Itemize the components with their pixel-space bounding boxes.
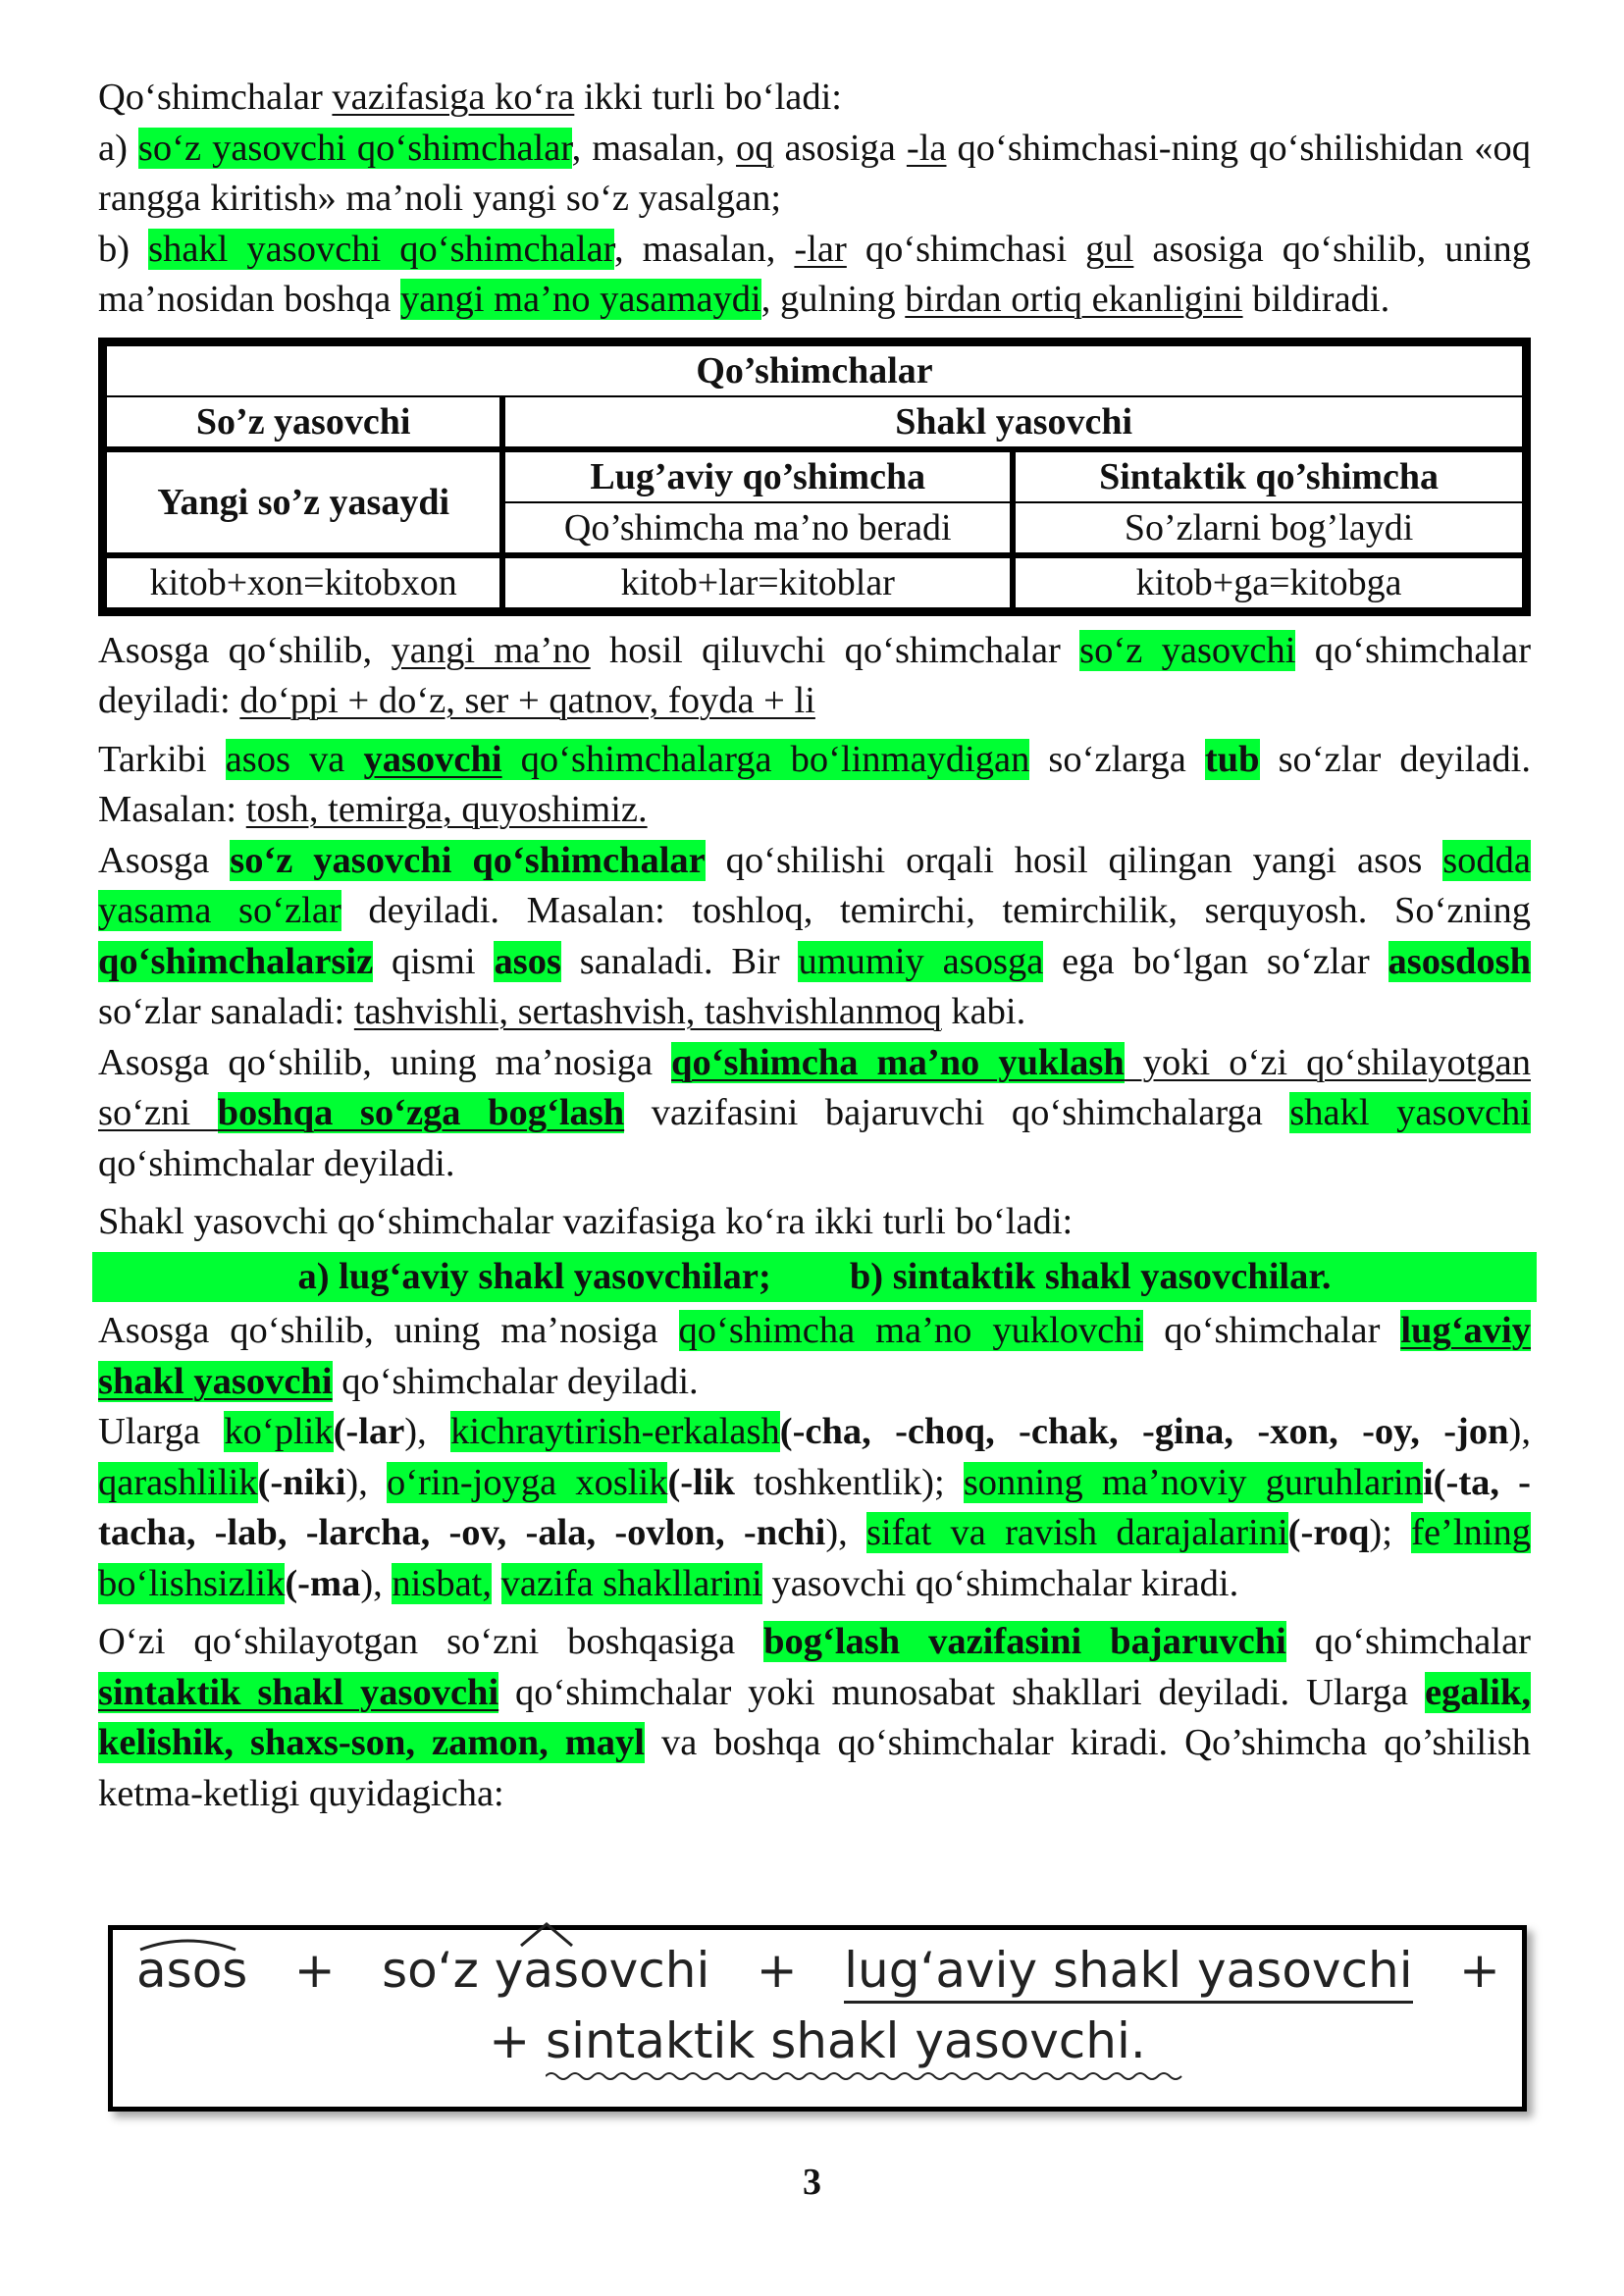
plus-sign: + (293, 1942, 336, 1999)
paragraph: Tarkibi asos va yasovchi qo‘shimchalarga bo‘linmaydigan so‘zlarga tub so‘zlar deyiladi. Masalan: tosh, temirga, quyoshimiz. (98, 738, 1531, 830)
table-cell: kitob+ga=kitobga (1013, 555, 1523, 608)
highlight: sonning ma’noviy guruhlarin (963, 1461, 1423, 1503)
highlight: so‘z yasovchi (1079, 629, 1296, 671)
table-cell: Sintaktik qo’shimcha (1013, 449, 1523, 502)
highlight: yangi ma’no yasamaydi (399, 279, 761, 320)
table-cell: So’zlarni bog’laydi (1013, 502, 1523, 555)
highlight: sintaktik shakl yasovchi (98, 1671, 499, 1713)
highlight: asosdosh (1388, 940, 1532, 982)
highlight: qo‘shimcha ma’no yuklash (671, 1041, 1125, 1083)
formula-soz-yasovchi: so‘z yasovchi (382, 1942, 709, 1999)
formula-asos: asos (136, 1942, 247, 1999)
table-header-soz: So’z yasovchi (106, 396, 502, 449)
highlight: tub (1204, 738, 1260, 780)
highlight: lug‘aviy shakl yasovchi (98, 1310, 1531, 1402)
category-lugaviy: a) lug‘aviy shakl yasovchilar; (297, 1255, 771, 1297)
highlight: asos va yasovchi qo‘shimchalarga bo‘linmaydigan (225, 738, 1030, 780)
document-body (98, 73, 1531, 1819)
formula-box (108, 1925, 1527, 2112)
categories-banner (92, 1252, 1537, 1303)
paragraph: O‘zi qo‘shilayotgan so‘zni boshqasiga bog‘lash vazifasini bajaruvchi qo‘shimchalar sintaktik shakl yasovchi qo‘shimchalar yoki munosabat shakllari deyiladi. Ularga egalik, kelishik, shaxs-son, zamon, mayl va boshqa qo‘shimchalar kiradi. Qo’shimcha qo’shilish ketma-ketligi quyidagicha: (98, 1621, 1531, 1814)
formula-line-2 (113, 2012, 1522, 2069)
formula-line-1 (136, 1942, 1500, 2004)
table-header-shakl: Shakl yasovchi (502, 396, 1523, 449)
highlight: shakl yasovchi qo‘shimchalar (148, 228, 614, 270)
caret-mark-icon (517, 1920, 576, 1950)
highlight: asos (494, 940, 561, 982)
paragraph: Asosga so‘z yasovchi qo‘shimchalar qo‘shilishi orqali hosil qilingan yangi asos sodda yasama so‘zlar deyiladi. Masalan: toshloq, temirchi, temirchilik, serquyosh. So‘zning qo‘shimchalarsiz qismi asos sanaladi. Bir umumiy asosga ega bo‘lgan so‘zlar asosdosh so‘zlar sanaladi: tashvishli, sertashvish, tashvishlanmoq kabi. (98, 839, 1532, 1032)
table-cell: Lug’aviy qo’shimcha (502, 449, 1013, 502)
plus-sign: + (489, 2012, 531, 2069)
paragraph: Shakl yasovchi qo‘shimchalar vazifasiga ko‘ra ikki turli bo‘ladi: (98, 1201, 1074, 1242)
table-title: Qo’shimchalar (106, 345, 1523, 396)
highlight: sodda yasama so‘zlar (98, 839, 1532, 931)
table-cell: Yangi so’z yasaydi (106, 449, 502, 555)
highlight: so‘z yasovchi qo‘shimchalar (230, 839, 706, 881)
highlight: vazifa shakllarini (500, 1562, 762, 1604)
category-sintaktik: b) sintaktik shakl yasovchilar. (849, 1255, 1332, 1297)
plus-sign: + (1459, 1942, 1500, 1999)
formula-lugaviy: lug‘aviy shakl yasovchi (844, 1942, 1412, 2004)
paragraph: Asosga qo‘shilib, yangi ma’no hosil qiluvchi qo‘shimchalar so‘z yasovchi qo‘shimchalar deyiladi: do‘ppi + do‘z, ser + qatnov, foyda + li (98, 629, 1532, 721)
plus-sign: + (756, 1942, 798, 1999)
paragraph: Ularga ko‘plik(-lar), kichraytirish-erkalash(-cha, -choq, -chak, -gina, -xon, -oy, -jon), qarashlilik(-niki), o‘rin-joyga xoslik(-lik toshkentlik); sonning ma’noviy guruhlarini(-ta, -tacha, -lab, -larcha, -ov, -ala, -ovlon, -nchi), sifat va ravish darajalarini(-roq); fe’lning bo‘lishsizlik(-ma), nisbat, vazifa shakllarini yasovchi qo‘shimchalar kiradi. (98, 1411, 1531, 1604)
paragraph: Asosga qo‘shilib, uning ma’nosiga qo‘shimcha ma’no yuklash yoki o‘zi qo‘shilayotgan so‘zni boshqa so‘zga bog‘lash vazifasini bajaruvchi qo‘shimchalarga shakl yasovchi qo‘shimchalar deyiladi. (98, 1041, 1531, 1184)
page-number: 3 (803, 2162, 821, 2203)
highlight: nisbat, (392, 1562, 492, 1604)
formula-sintaktik: sintaktik shakl yasovchi. (546, 2012, 1146, 2069)
highlight: fe’lning bo‘lishsizlik (98, 1512, 1531, 1604)
highlight: kichraytirish-erkalash (450, 1411, 780, 1452)
suffix-table (98, 338, 1531, 616)
highlight: qo‘shimcha ma’no yuklovchi (678, 1310, 1144, 1351)
highlight: bog‘lash vazifasini bajaruvchi (763, 1621, 1286, 1662)
table-cell: Qo’shimcha ma’no beradi (502, 502, 1013, 555)
paragraph: Asosga qo‘shilib, uning ma’nosiga qo‘shimcha ma’no yuklovchi qo‘shimchalar lug‘aviy shakl yasovchi qo‘shimchalar deyiladi. (98, 1310, 1531, 1402)
intro-paragraph: Qo‘shimchalar vazifasiga ko‘ra ikki turli bo‘ladi: a) so‘z yasovchi qo‘shimchalar, masalan, oq asosiga -la qo‘shimchasi-ning qo‘shilishidan «oq rangga kiritish» ma’noli yangi so‘z yasalgan; b) shakl yasovchi qo‘shimchalar, masalan, -lar qo‘shimchasi gul asosiga qo‘shilib, uning ma’nosidan boshqa yangi ma’no yasamaydi, gulning birdan ortiq ekanligini bildiradi. (98, 77, 1531, 320)
highlight: umumiy asosga (798, 940, 1044, 982)
highlight: shakl yasovchi (1289, 1092, 1531, 1133)
wavy-underline-icon (546, 2069, 1183, 2083)
highlight: so‘z yasovchi qo‘shimchalar (137, 127, 572, 169)
table-cell: kitob+lar=kitoblar (502, 555, 1013, 608)
highlight: egalik, kelishik, shaxs-son, zamon, mayl (98, 1671, 1531, 1763)
highlight: o‘rin-joyga xoslik (386, 1461, 668, 1503)
table-cell: kitob+xon=kitobxon (106, 555, 502, 608)
highlight: sifat va ravish darajalarini (866, 1512, 1288, 1553)
arc-mark-icon (136, 1934, 239, 1954)
highlight: boshqa so‘zga bog‘lash (217, 1092, 625, 1133)
highlight: ko‘plik (224, 1411, 334, 1452)
highlight: qo‘shimchalarsiz (98, 940, 374, 982)
highlight: qarashlilik (98, 1461, 258, 1503)
